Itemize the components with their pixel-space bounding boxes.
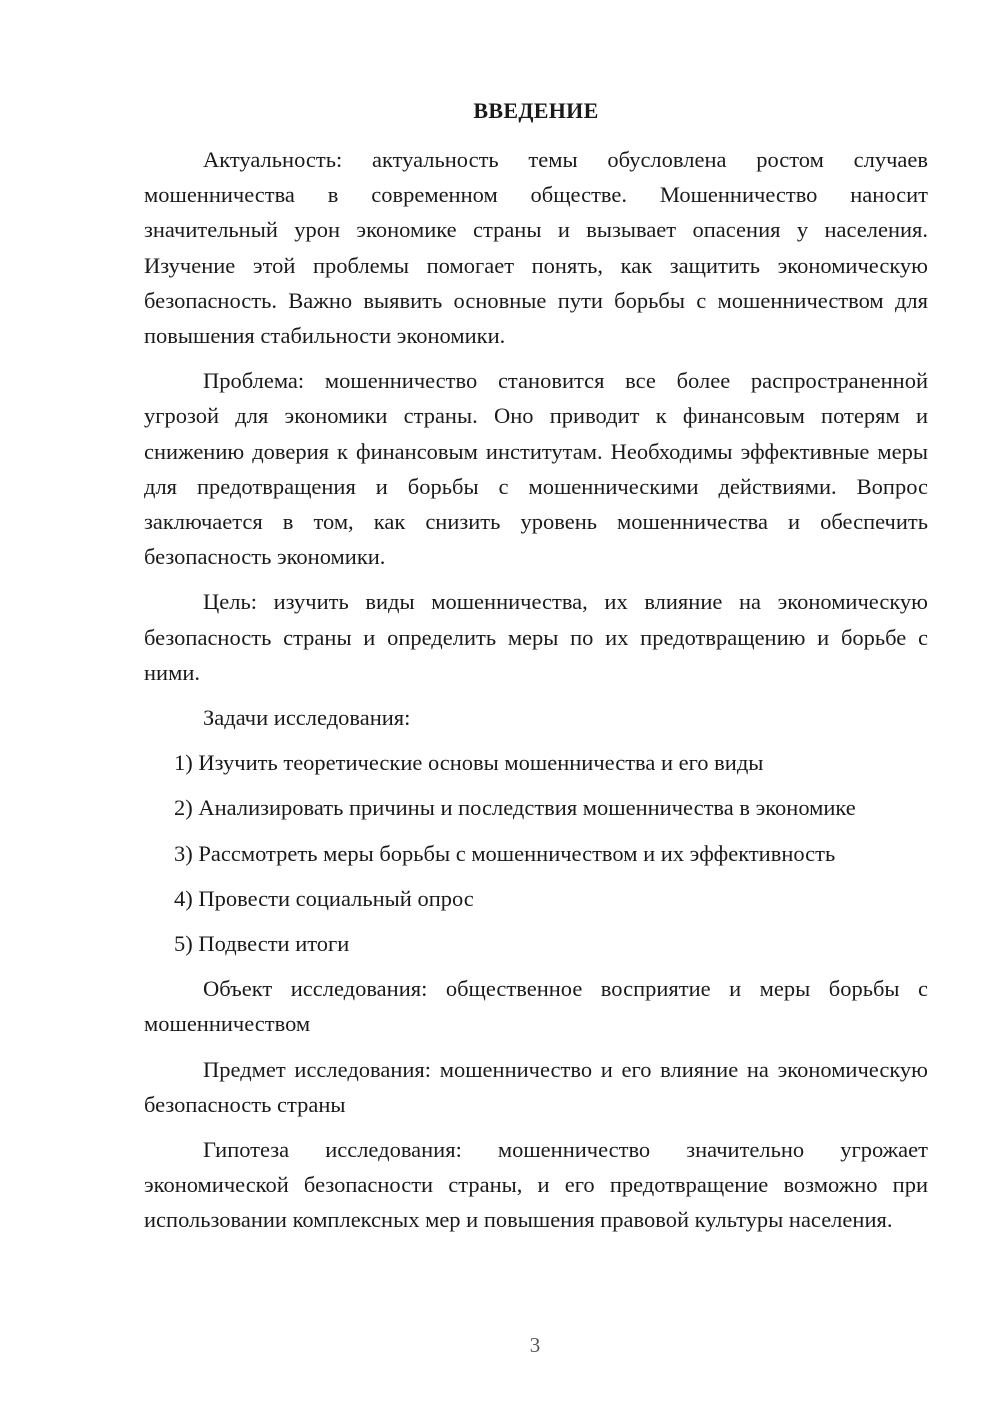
paragraph-goal: Цель: изучить виды мошенничества, их влияние на экономическую безопасность страны и определить меры по их предотвращению и борьбе с ними.: [144, 589, 928, 685]
paragraph-subject: Предмет исследования: мошенничество и его влияние на экономическую безопасность страны: [144, 1056, 928, 1117]
paragraph-hypothesis: Гипотеза исследования: мошенничество значительно угрожает экономической безопасности страны, и его предотвращение возможно при использовании комплексных мер и повышения правовой культуры населения.: [144, 1137, 928, 1233]
paragraph-object: Объект исследования: общественное восприятие и меры борьбы с мошенничеством: [144, 976, 928, 1037]
list-item: 1) Изучить теоретические основы мошенничества и его виды: [174, 750, 764, 776]
list-item: 2) Анализировать причины и последствия мошенничества в экономике: [174, 795, 856, 821]
paragraph-relevance: Актуальность: актуальность темы обусловлена ростом случаев мошенничества в современном обществе. Мошенничество наносит значительный урон экономике страны и вызывает опасения у населения. Изучение этой проблемы помогает понять, как защитить экономическую безопасность. Важно выявить основные пути борьбы с мошенничеством для повышения стабильности экономики.: [144, 147, 928, 349]
tasks-list: [144, 745, 928, 961]
list-item: 5) Подвести итоги: [174, 931, 350, 957]
page-title: ВВЕДЕНИЕ: [473, 98, 599, 123]
document-body: [144, 142, 928, 1238]
page-number: 3: [529, 1333, 541, 1357]
list-item: 4) Провести социальный опрос: [174, 885, 474, 911]
tasks-heading: Задачи исследования:: [203, 705, 411, 731]
list-item: 3) Рассмотреть меры борьбы с мошенничеством и их эффективность: [174, 840, 836, 866]
paragraph-problem: Проблема: мошенничество становится все более распространенной угрозой для экономики страны. Оно приводит к финансовым потерям и снижению доверия к финансовым институтам. Необходимы эффективные меры для предотвращения и борьбы с мошенническими действиями. Вопрос заключается в том, как снизить уровень мошенничества и обеспечить безопасность экономики.: [144, 368, 928, 570]
